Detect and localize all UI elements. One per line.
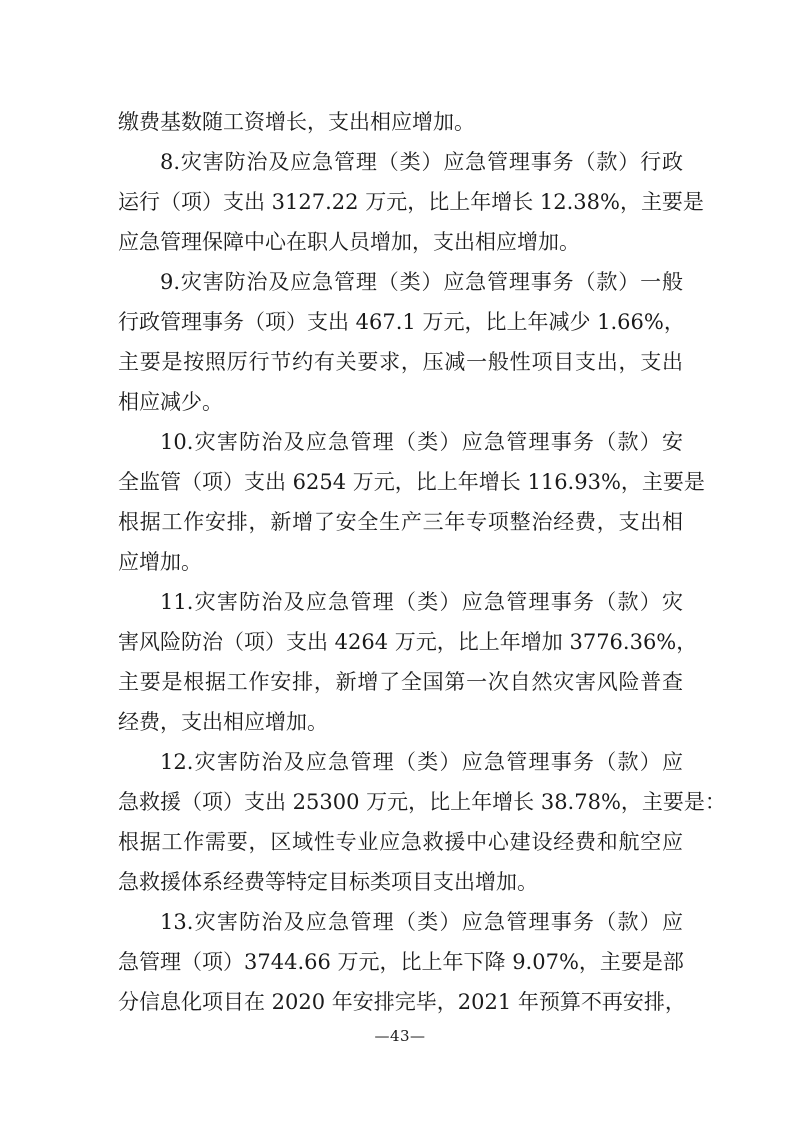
- page-number: —43—: [374, 1027, 426, 1045]
- paragraph-line: 害风险防治（项）支出 4264 万元，比上年增加 3776.36%，: [118, 630, 698, 654]
- paragraph-line: 经费，支出相应增加。: [118, 710, 328, 734]
- paragraph-line: 行政管理事务（项）支出 467.1 万元，比上年减少 1.66%，: [118, 310, 685, 334]
- paragraph-line: 运行（项）支出 3127.22 万元，比上年增长 12.38%，主要是: [118, 190, 704, 214]
- body-text: [118, 102, 726, 1022]
- paragraph-line: 13.灾害防治及应急管理（类）应急管理事务（款）应: [160, 910, 683, 934]
- paragraph-line: 10.灾害防治及应急管理（类）应急管理事务（款）安: [160, 430, 683, 454]
- paragraph-line: 主要是根据工作安排，新增了全国第一次自然灾害风险普查: [118, 670, 683, 694]
- paragraph-line: 急救援体系经费等特定目标类项目支出增加。: [118, 870, 538, 894]
- paragraph-line: 急救援（项）支出 25300 万元，比上年增长 38.78%，主要是：: [118, 790, 726, 814]
- paragraph-line: 根据工作需要，区域性专业应急救援中心建设经费和航空应: [118, 830, 683, 854]
- paragraph-line: 全监管（项）支出 6254 万元，比上年增长 116.93%，主要是: [118, 470, 705, 494]
- paragraph-line: 12.灾害防治及应急管理（类）应急管理事务（款）应: [160, 750, 683, 774]
- paragraph-line: 根据工作安排，新增了安全生产三年专项整治经费，支出相: [118, 510, 683, 534]
- paragraph-line: 11.灾害防治及应急管理（类）应急管理事务（款）灾: [160, 590, 683, 614]
- paragraph-line: 分信息化项目在 2020 年安排完毕，2021 年预算不再安排，: [118, 990, 686, 1014]
- paragraph-line: 急管理（项）3744.66 万元，比上年下降 9.07%，主要是部: [118, 950, 684, 974]
- paragraph-line: 8.灾害防治及应急管理（类）应急管理事务（款）行政: [160, 150, 683, 174]
- paragraph-line: 相应减少。: [118, 390, 223, 414]
- paragraph-line: 主要是按照厉行节约有关要求，压减一般性项目支出，支出: [118, 350, 683, 374]
- paragraph-line: 应急管理保障中心在职人员增加，支出相应增加。: [118, 230, 580, 254]
- paragraph-line: 缴费基数随工资增长，支出相应增加。: [118, 110, 475, 134]
- paragraph-line: 9.灾害防治及应急管理（类）应急管理事务（款）一般: [160, 270, 683, 294]
- paragraph-line: 应增加。: [118, 550, 202, 574]
